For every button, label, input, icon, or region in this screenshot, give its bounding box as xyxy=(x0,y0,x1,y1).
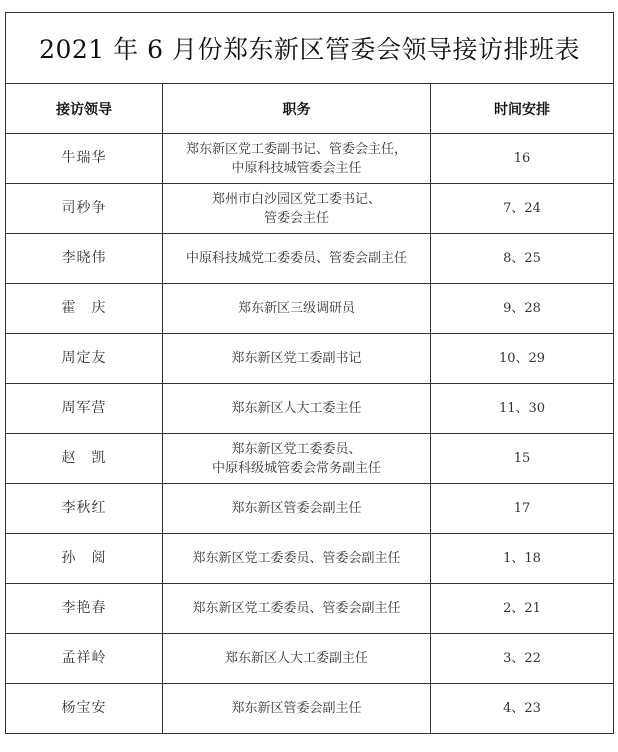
schedule-cell: 16 xyxy=(431,134,614,184)
duty-cell xyxy=(163,634,431,684)
table-row xyxy=(6,634,614,684)
duty-cell xyxy=(163,684,431,734)
schedule-cell: 1、18 xyxy=(431,534,614,584)
duty-line: 管委会主任 xyxy=(263,210,329,226)
duty-cell xyxy=(163,384,431,434)
duty-line: 郑东新区三级调研员 xyxy=(237,301,355,316)
leader-cell: 李艳春 xyxy=(6,584,163,634)
duty-cell xyxy=(163,434,431,484)
schedule-table xyxy=(5,12,614,734)
table-row xyxy=(6,384,614,434)
table-row xyxy=(6,134,614,184)
schedule-cell: 4、23 xyxy=(431,684,614,734)
schedule-cell: 15 xyxy=(431,434,614,484)
table-row xyxy=(6,434,614,484)
duty-cell xyxy=(163,534,431,584)
duty-line: 郑东新区人大工委副主任 xyxy=(224,651,368,666)
schedule-cell: 3、22 xyxy=(431,634,614,684)
leader-cell: 赵 凯 xyxy=(6,434,163,484)
duty-cell xyxy=(163,184,431,234)
table-row xyxy=(6,184,614,234)
leader-cell: 孟祥岭 xyxy=(6,634,163,684)
duty-line: 郑东新区人大工委主任 xyxy=(231,401,362,416)
schedule-cell: 9、28 xyxy=(431,284,614,334)
table-row xyxy=(6,484,614,534)
header-row xyxy=(6,84,614,134)
table-row xyxy=(6,534,614,584)
duty-line: 中原科级城管委会常务副主任 xyxy=(211,460,381,476)
duty-cell xyxy=(163,484,431,534)
duty-cell xyxy=(163,284,431,334)
header-schedule: 时间安排 xyxy=(431,84,614,134)
table-row xyxy=(6,284,614,334)
duty-line: 郑州市白沙园区党工委书记、 xyxy=(211,191,381,207)
duty-line: 郑东新区党工委副书记、管委会主任， xyxy=(185,141,407,157)
table-row xyxy=(6,584,614,634)
duty-line: 郑东新区管委会副主任 xyxy=(231,501,362,516)
duty-line: 郑东新区管委会副主任 xyxy=(231,701,362,716)
duty-line: 郑东新区党工委委员、管委会副主任 xyxy=(192,601,401,616)
table-row xyxy=(6,684,614,734)
leader-cell: 牛瑞华 xyxy=(6,134,163,184)
duty-line: 中原科技城管委会主任 xyxy=(231,160,362,176)
duty-cell xyxy=(163,134,431,184)
leader-cell: 孙 阅 xyxy=(6,534,163,584)
schedule-cell: 7、24 xyxy=(431,184,614,234)
table-title: 2021 年 6 月份郑东新区管委会领导接访排班表 xyxy=(6,13,614,84)
leader-cell: 周定友 xyxy=(6,334,163,384)
leader-cell: 周军营 xyxy=(6,384,163,434)
duty-cell xyxy=(163,334,431,384)
duty-line: 中原科技城党工委委员、管委会副主任 xyxy=(185,251,407,266)
schedule-cell: 11、30 xyxy=(431,384,614,434)
duty-line: 郑东新区党工委委员、 xyxy=(231,441,362,457)
leader-cell: 李秋红 xyxy=(6,484,163,534)
leader-cell: 霍 庆 xyxy=(6,284,163,334)
duty-line: 郑东新区党工委委员、管委会副主任 xyxy=(192,551,401,566)
schedule-cell: 2、21 xyxy=(431,584,614,634)
leader-cell: 杨宝安 xyxy=(6,684,163,734)
header-duty: 职务 xyxy=(163,84,431,134)
table-row xyxy=(6,234,614,284)
leader-cell: 李晓伟 xyxy=(6,234,163,284)
duty-line: 郑东新区党工委副书记 xyxy=(231,351,362,366)
table-row xyxy=(6,334,614,384)
duty-cell xyxy=(163,234,431,284)
schedule-cell: 17 xyxy=(431,484,614,534)
schedule-cell: 8、25 xyxy=(431,234,614,284)
duty-cell xyxy=(163,584,431,634)
leader-cell: 司秒争 xyxy=(6,184,163,234)
header-leader: 接访领导 xyxy=(6,84,163,134)
schedule-cell: 10、29 xyxy=(431,334,614,384)
